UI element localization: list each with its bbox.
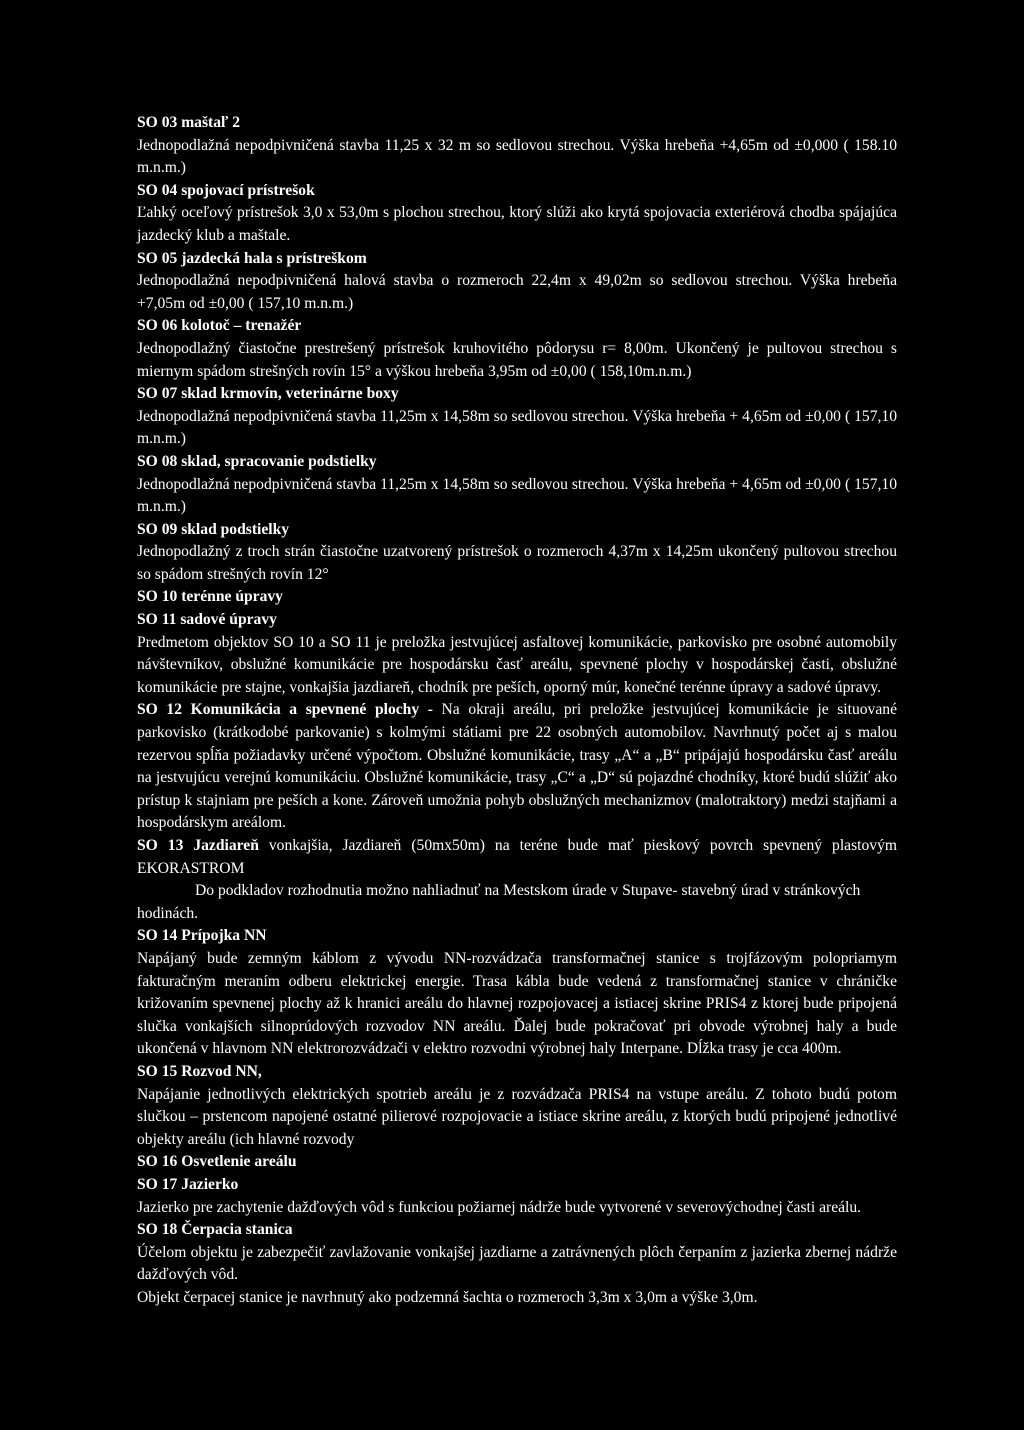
so07-text: Jednopodlažná nepodpivničená stavba 11,25m x 14,58m so sedlovou strechou. Výška hrebeňa + 4,65m od ±0,00 ( 157,10 m.n.m.) <box>137 407 897 448</box>
so13-heading: SO 13 Jazdiareň <box>137 837 259 854</box>
so12-text: Na okraji areálu, pri preložke jestvujúcej komunikácie je situované parkovisko (krátkodobé parkovanie) s kolmými státiami pre 22 osobných automobilov. Navrhnutý počet aj s malou rezervou spĺňa požiadavky určené výpočtom. Obslužné komunikácie, trasy „A“ a „B“ pripájajú hospodársku časť areálu na jestvujúcu verejnú komunikáciu. Obslužné komunikácie, trasy „C“ a „D“ sú pojazdné chodníky, ktoré budú slúžiť ako prístup k stajniam pre peších a kone. Zároveň umožnia pohyb obslužných mechanizmov (malotraktory) medzi stajňami a hospodárskym areálom. <box>137 701 897 832</box>
so08-text: Jednopodlažná nepodpivničená stavba 11,25m x 14,58m so sedlovou strechou. Výška hrebeňa + 4,65m od ±0,00 ( 157,10 m.n.m.) <box>137 475 897 516</box>
so10-heading: SO 10 terénne úpravy <box>137 588 283 606</box>
so11-text: Predmetom objektov SO 10 a SO 11 je preložka jestvujúcej asfaltovej komunikácie, parkovisko pre osobné automobily návštevníkov, obslužné komunikácie pre hospodársku časť areálu, spevnené plochy v hospodárskej časti, obslužné komunikácie pre stajne, vonkajšia jazdiareň, chodník pre peších, oporný múr, konečné terénne úpravy a sadové úpravy. <box>137 633 897 696</box>
so13-note: Do podkladov rozhodnutia možno nahliadnuť na Mestskom úrade v Stupave- stavebný úrad v stránkových hodinách. <box>137 882 861 922</box>
so12-paragraph <box>137 699 897 835</box>
so05-text: Jednopodlažná nepodpivničená halová stavba o rozmeroch 22,4m x 49,02m so sedlovou strechou. Výška hrebeňa +7,05m od ±0,00 ( 157,10 m.n.m.) <box>137 272 897 312</box>
so18-text: Účelom objektu je zabezpečiť zavlažovanie vonkajšej jazdiarne a zatrávnených plôch čerpaním z jazierka zbernej nádrže dažďových vôd. <box>137 1243 897 1284</box>
so18-heading: SO 18 Čerpacia stanica <box>137 1221 293 1239</box>
so03-text: Jednopodlažná nepodpivničená stavba 11,25 x 32 m so sedlovou strechou. Výška hrebeňa +4,65m od ±0,000 ( 158.10 m.n.m.) <box>137 136 897 177</box>
so03-heading: SO 03 maštaľ 2 <box>137 114 241 131</box>
so09-text: Jednopodlažný z troch strán čiastočne uzatvorený prístrešok o rozmeroch 4,37m x 14,25m ukončený pultovou strechou so spádom strešných rovín 12° <box>137 543 897 583</box>
so15-text: Napájanie jednotlivých elektrických spotrieb areálu je z rozvádzača PRIS4 na vstupe areálu. Z tohoto budú potom slučkou – prstencom napojené ostatné pilierové rozpojovacie a istiace skrine areálu, z ktorých budú pripojené jednotlivé objekty areálu (ich hlavné rozvody <box>137 1085 897 1148</box>
so15-heading: SO 15 Rozvod NN, <box>137 1062 262 1080</box>
so07-heading: SO 07 sklad krmovín, veterinárne boxy <box>137 385 399 403</box>
so13-note-paragraph <box>137 880 897 925</box>
so14-heading: SO 14 Prípojka NN <box>137 927 267 945</box>
so13-paragraph <box>137 835 897 880</box>
so05-heading: SO 05 jazdecká hala s prístreškom <box>137 249 367 267</box>
so04-text: Ľahký oceľový prístrešok 3,0 x 53,0m s plochou strechou, ktorý slúži ako krytá spojovacia exteriérová chodba spájajúca jazdecký klub a maštale. <box>137 204 897 244</box>
so14-text: Napájaný bude zemným káblom z vývodu NN-rozvádzača transformačnej stanice s trojfázovým polopriamym fakturačným meraním odberu elektrickej energie. Trasa kábla bude vedená z transformačnej stanice v chráničke križovaním spevnenej plochy až k hranici areálu do hlavnej rozpojovacej a istiacej skrine PRIS4 z ktorej bude pripojená slučka vonkajších silnoprúdových rozvodov NN areálu. Ďalej bude pokračovať pri obvode výrobnej haly a bude ukončená v hlavnom NN elektrorozvádzači v elektro rozvodni výrobnej haly Interpane. Dĺžka trasy je cca 400m. <box>137 949 897 1058</box>
so17-heading: SO 17 Jazierko <box>137 1175 239 1193</box>
so06-heading: SO 06 kolotoč – trenažér <box>137 317 302 335</box>
so04-heading: SO 04 spojovací prístrešok <box>137 181 315 199</box>
document-body <box>137 112 897 1309</box>
so17-text: Jazierko pre zachytenie dažďových vôd s funkciou požiarnej nádrže bude vytvorené v severovýchodnej časti areálu. <box>137 1198 862 1216</box>
so06-text: Jednopodlažný čiastočne prestrešený prístrešok kruhovitého pôdorysu r= 8,00m. Ukončený je pultovou strechou s miernym spádom strešných rovín 15° a výškou hrebeňa 3,95m od ±0,00 ( 158,10m.n.m.) <box>137 339 897 380</box>
so13-text: vonkajšia, Jazdiareň (50mx50m) na teréne bude mať pieskový povrch spevnený plastovým EKORASTROM <box>137 837 897 877</box>
so09-heading: SO 09 sklad podstielky <box>137 520 290 538</box>
so11-heading: SO 11 sadové úpravy <box>137 611 277 629</box>
so08-heading: SO 08 sklad, spracovanie podstielky <box>137 452 377 470</box>
so16-heading: SO 16 Osvetlenie areálu <box>137 1153 297 1171</box>
so12-heading: SO 12 Komunikácia a spevnené plochy - <box>137 701 433 719</box>
so18-text2: Objekt čerpacej stanice je navrhnutý ako podzemná šachta o rozmeroch 3,3m x 3,0m a výške 3,0m. <box>137 1288 758 1306</box>
